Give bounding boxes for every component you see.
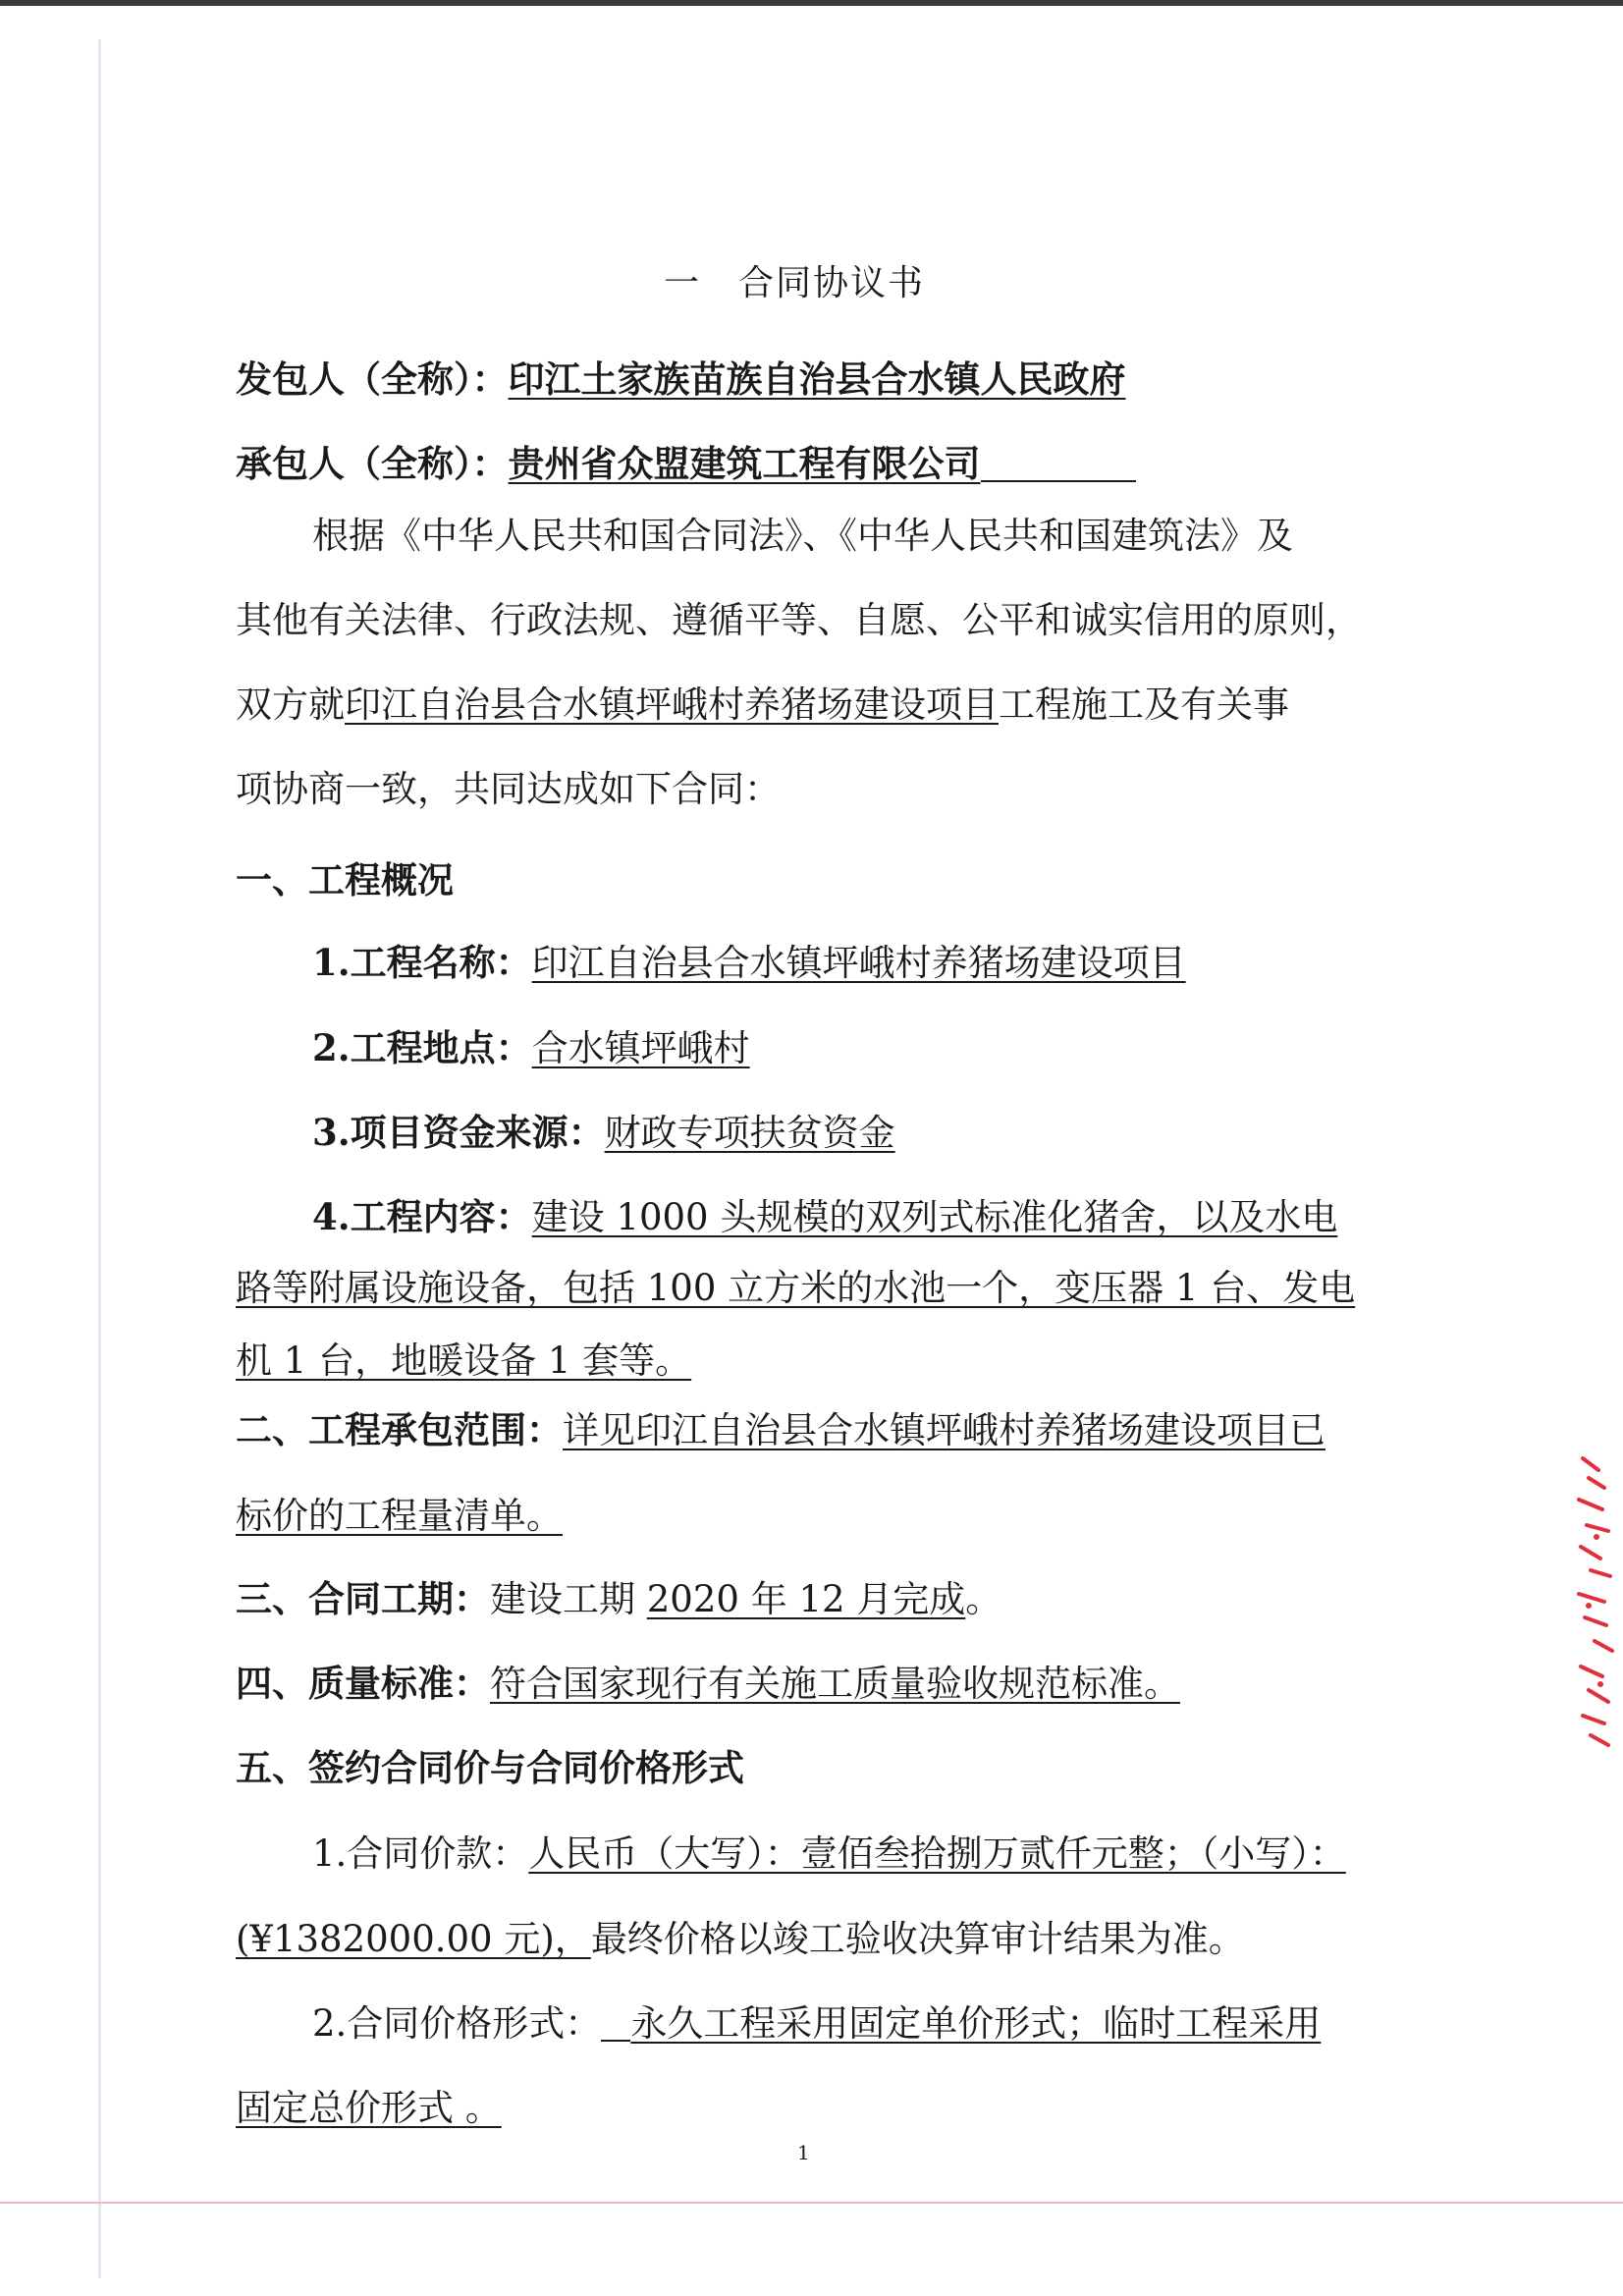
contract-price-line-2 — [236, 1916, 1245, 1963]
contract-price-words: 人民币（大写）：壹佰叁拾捌万贰仟元整；（小写）： — [528, 1832, 1346, 1875]
project-location-label: 2.工程地点： — [312, 1026, 532, 1069]
scope-value-2: 标价的工程量清单。 — [236, 1495, 563, 1537]
section-5-heading: 五、签约合同价与合同价格形式 — [236, 1746, 744, 1789]
scope-value-1: 详见印江自治县合水镇坪峨村养猪场建设项目已 — [563, 1409, 1325, 1451]
contract-price-label: 1.合同价款： — [312, 1832, 529, 1875]
page-number: 1 — [797, 2141, 810, 2164]
scan-left-edge — [98, 39, 101, 2278]
section-2-line-1 — [236, 1406, 1325, 1454]
completion-date: 2020 年 12 月完成 — [646, 1578, 966, 1620]
preamble-line-2: 其他有关法律、行政法规、遵循平等、自愿、公平和诚实信用的原则， — [236, 599, 1362, 641]
contractor-label: 承包人（全称）： — [236, 442, 509, 485]
project-content-line-1 — [312, 1193, 1337, 1241]
project-name-label: 1.工程名称： — [312, 941, 532, 984]
project-content-value-3: 机 1 台，地暖设备 1 套等。 — [236, 1339, 692, 1382]
preamble-line-3-before: 双方就 — [236, 683, 345, 726]
project-content-value-2: 路等附属设施设备，包括 100 立方米的水池一个，变压器 1 台、发电 — [236, 1267, 1356, 1309]
contract-price-note: 最终价格以竣工验收决算审计结果为准。 — [590, 1918, 1245, 1960]
project-content-label: 4.工程内容： — [312, 1195, 532, 1238]
price-form-line-1 — [312, 2000, 1321, 2048]
scan-artifact-line — [0, 2202, 1623, 2204]
document-title: 一 合同协议书 — [664, 263, 926, 303]
contractor-line — [236, 440, 1136, 487]
red-seal-stamp-edge — [1569, 1449, 1616, 1753]
project-content-line-2 — [236, 1265, 1355, 1312]
preamble-line-3-after: 工程施工及有关事 — [999, 683, 1289, 726]
duration-text: 建设工期 — [490, 1578, 647, 1620]
project-name-value: 印江自治县合水镇坪峨村养猪场建设项目 — [531, 942, 1186, 984]
price-form-label: 2.合同价格形式： — [312, 2002, 602, 2045]
section-3-line — [236, 1575, 1001, 1623]
project-content-value-1: 建设 1000 头规模的双列式标准化猪舍，以及水电 — [531, 1196, 1338, 1238]
project-content-line-3 — [236, 1338, 691, 1385]
funding-source-value: 财政专项扶贫资金 — [604, 1112, 895, 1154]
employer-name: 印江土家族苗族自治县合水镇人民政府 — [508, 357, 1126, 401]
employer-line — [236, 355, 1126, 403]
funding-source-label: 3.项目资金来源： — [312, 1111, 605, 1154]
section-1-heading: 一、工程概况 — [236, 858, 454, 902]
price-form-line-2 — [236, 2085, 502, 2132]
section-2-heading: 二、工程承包范围： — [236, 1408, 563, 1451]
preamble-line-3 — [236, 682, 1289, 729]
price-form-value-2: 固定总价形式 。 — [236, 2087, 502, 2129]
preamble-line-4: 项协商一致，共同达成如下合同： — [236, 768, 781, 810]
funding-source-item — [312, 1109, 895, 1157]
contractor-name: 贵州省众盟建筑工程有限公司 — [508, 442, 981, 485]
project-location-item — [312, 1024, 750, 1072]
price-form-blank — [601, 2006, 630, 2042]
section-2-line-2 — [236, 1493, 563, 1540]
quality-standard-value: 符合国家现行有关施工质量验收规范标准。 — [490, 1663, 1180, 1705]
contractor-blank — [981, 447, 1136, 482]
preamble-line-1: 根据《中华人民共和国合同法》、《中华人民共和国建筑法》及 — [312, 515, 1293, 557]
section-4-line — [236, 1660, 1180, 1708]
section-3-heading: 三、合同工期： — [236, 1577, 490, 1620]
price-form-value-1: 永久工程采用固定单价形式；临时工程采用 — [630, 2002, 1322, 2045]
section-4-heading: 四、质量标准： — [236, 1662, 490, 1705]
duration-end: 。 — [965, 1578, 1002, 1620]
project-location-value: 合水镇坪峨村 — [531, 1027, 750, 1069]
preamble-project-name: 印江自治县合水镇坪峨村养猪场建设项目 — [345, 683, 999, 726]
employer-label: 发包人（全称）： — [236, 357, 509, 401]
project-name-item — [312, 939, 1186, 987]
contract-price-amount: (¥1382000.00 元)， — [236, 1918, 591, 1960]
contract-price-line-1 — [312, 1831, 1346, 1878]
